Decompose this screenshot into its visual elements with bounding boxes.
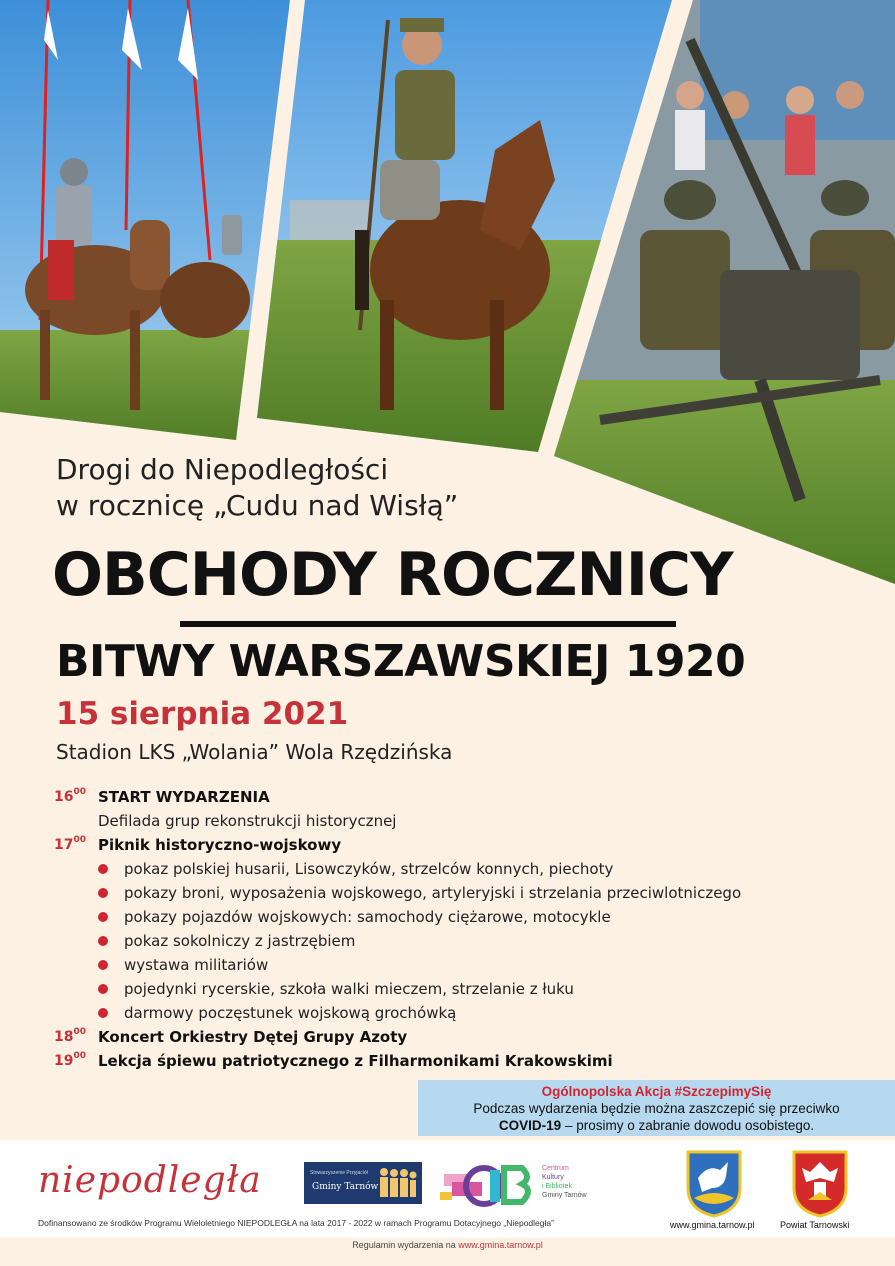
subtitle-line-1: Drogi do Niepodległości — [56, 453, 389, 486]
covid-line-2: COVID-19 – prosimy o zabranie dowodu osobistego. — [498, 1118, 815, 1133]
ckib-caption: Centrum Kultury i Bibliotek Gminy Tarnów — [542, 1165, 587, 1199]
bullet-icon — [98, 1008, 108, 1018]
slot-title: Lekcja śpiewu patriotycznego z Filharmonikami Krakowskimi — [98, 1052, 613, 1070]
list-item: pojedynki rycerskie, szkoła walki mieczem, strzelanie z łuku — [98, 977, 854, 1001]
event-venue: Stadion LKS „Wolania” Wola Rzędzińska — [56, 740, 453, 764]
event-subtitle — [56, 452, 458, 524]
headline-divider — [180, 621, 676, 627]
ckib-logo — [440, 1156, 540, 1212]
funding-note: Dofinansowano ze środków Programu Wieloletniego NIEPODLEGŁA na lata 2017 - 2022 w ramach Programu Dotacyjnego „Niepodległa” — [38, 1218, 554, 1228]
event-program — [54, 785, 854, 1073]
covid-line-1: Podczas wydarzenia będzie można zaszczepić się przeciwko — [473, 1101, 840, 1116]
program-slot — [54, 1025, 854, 1049]
list-item: pokaz polskiej husarii, Lisowczyków, strzelców konnych, piechoty — [98, 857, 854, 881]
subtitle-line-2: w rocznicę „Cudu nad Wisłą” — [56, 489, 459, 522]
slot-time: $18^{00}$ — [54, 1027, 87, 1045]
sponsor-footer — [0, 1140, 895, 1238]
program-slot — [54, 833, 854, 857]
niepodlegla-logo: niepodległa — [38, 1160, 262, 1201]
covid-notice — [418, 1080, 895, 1136]
bullet-icon — [98, 984, 108, 994]
event-date: 15 sierpnia 2021 — [56, 696, 349, 732]
list-item: pokaz sokolniczy z jastrzębiem — [98, 929, 854, 953]
headline-line-1: OBCHODY ROCZNICY — [52, 540, 733, 610]
program-slot-desc — [54, 809, 854, 833]
slot-time: $16^{00}$ — [54, 787, 87, 805]
program-slot — [54, 785, 854, 809]
slot-time: $17^{00}$ — [54, 835, 87, 853]
powiat-tarnowski-crest-icon — [790, 1148, 850, 1218]
bullet-icon — [98, 912, 108, 922]
slot-time: $19^{00}$ — [54, 1051, 87, 1069]
regulations-note: Regulamin wydarzenia na www.gmina.tarnow.pl — [352, 1240, 543, 1250]
bullet-icon — [98, 936, 108, 946]
covid-title: Ogólnopolska Akcja #SzczepimySię — [541, 1084, 772, 1099]
headline-line-2: BITWY WARSZAWSKIEJ 1920 — [56, 636, 746, 687]
photo-hussars — [0, 0, 300, 450]
bullet-icon — [98, 960, 108, 970]
list-item: darmowy poczęstunek wojskową grochówką — [98, 1001, 854, 1025]
slot-title: Piknik historyczno-wojskowy — [98, 836, 342, 854]
program-slot — [54, 1049, 854, 1073]
list-item: wystawa militariów — [98, 953, 854, 977]
slot-title: Koncert Orkiestry Dętej Grupy Azoty — [98, 1028, 408, 1046]
people-icon — [378, 1166, 418, 1200]
bullet-icon — [98, 888, 108, 898]
gmina-url: www.gmina.tarnow.pl — [670, 1220, 755, 1230]
gmina-tarnow-crest-icon — [684, 1148, 744, 1218]
slot-description: Defilada grup rekonstrukcji historycznej — [98, 812, 397, 830]
bullet-icon — [98, 864, 108, 874]
gminy-tarnow-logo: Stowarzyszenie Przyjaciół Gminy Tarnów — [304, 1162, 422, 1204]
list-item: pokazy broni, wyposażenia wojskowego, artyleryjski i strzelania przeciwlotniczego — [98, 881, 854, 905]
regulations-link[interactable]: www.gmina.tarnow.pl — [458, 1240, 543, 1250]
powiat-caption: Powiat Tarnowski — [780, 1220, 850, 1230]
list-item: pokazy pojazdów wojskowych: samochody ciężarowe, motocykle — [98, 905, 854, 929]
slot-title: START WYDARZENIA — [98, 788, 270, 806]
